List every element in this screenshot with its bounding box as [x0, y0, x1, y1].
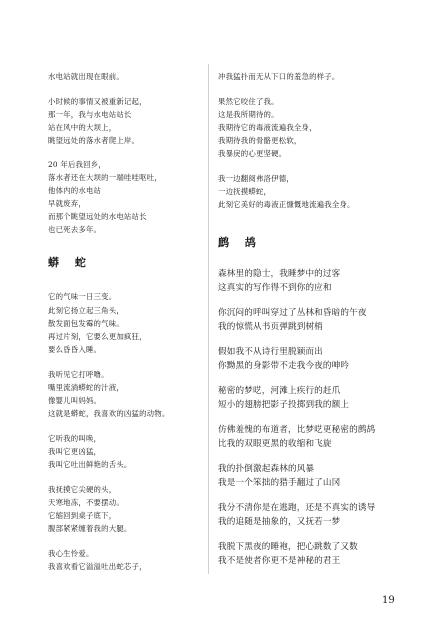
text-line: 一边抚摸蟒蛇， [218, 187, 272, 196]
text-line: 散发面包发霉的气味。 [48, 319, 124, 328]
text-line: 我是一个笨拙的猎手翻过了山冈 [218, 478, 341, 488]
text-line: 我听见它打呼噜。 [48, 370, 109, 379]
text-line: 站在风中的大坝上， [48, 123, 117, 132]
text-line: 你黝黑的身影带不走我今夜的呻吟 [218, 361, 350, 371]
column-divider [208, 64, 209, 574]
text-line: 腹部紧紧缠着我的大腿。 [48, 524, 132, 533]
text-line: 我的扑倒激起森林的风暴 [218, 464, 315, 474]
text-line: 短小的翅膀把影子投掷到我的额上 [218, 400, 350, 410]
text-line: 我一边翻阅弗洛伊德， [218, 174, 294, 183]
text-line: 它的气味一日三变。 [48, 292, 117, 301]
text-line: 它听我的叫唤， [48, 434, 102, 443]
text-line: 嘴里流淌蟒蛇的汁液， [48, 383, 124, 392]
text-line: 小时候的事情又被重新记起， [48, 97, 147, 106]
text-line: 我心生怜爱。 [48, 549, 94, 558]
text-line: 我叫它吐出鲜艳的舌头。 [48, 460, 132, 469]
text-line: 天寒地冻，不要摆动。 [48, 498, 124, 507]
text-line: 我的追随是抽象的，又抚若一梦 [218, 517, 341, 527]
poem-title: 蟒 蛇 [48, 256, 92, 269]
text-line: 要么昏昏入睡。 [48, 345, 102, 354]
text-line: 再过片刻，它要么更加疯狂， [48, 332, 147, 341]
text-line: 我叫它更凶猛， [48, 447, 102, 456]
text-line: 我的惊慌从书页弹跳到树梢 [218, 322, 323, 332]
text-line: 仿佛羞愧的布道者，比梦呓更秘密的鹧鸪 [218, 425, 376, 435]
text-line: 此刻它扬立起三角头， [48, 306, 124, 315]
text-line: 我脱下黑夜的睡袍，把心跳数了又数 [218, 542, 358, 552]
text-line: 我期待我的骨骼更松软， [218, 136, 302, 145]
text-line: 假如我不从诗行里脱颖而出 [218, 347, 323, 357]
text-line: 那一年，我与水电站站长 [48, 110, 132, 119]
text-line: 我喜欢看它溢溢吐出蛇芯子， [48, 562, 147, 571]
text-line: 这就是蟒蛇，我喜欢的凶猛的动物。 [48, 409, 170, 418]
text-line: 他体内的水电站 [48, 186, 102, 195]
text-line: 冲我猛扑而无从下口的羞急的样子。 [218, 72, 340, 81]
text-line: 秘密的梦呓，河滩上疾行的赶爪 [218, 386, 341, 396]
text-line: 我不是使者你更不是神秘的君王 [218, 556, 341, 566]
text-line: 森林里的隐士，我睡梦中的过客 [218, 269, 341, 279]
text-line: 果然它咬住了我。 [218, 97, 279, 106]
text-line: 像婴儿叫妈妈。 [48, 396, 102, 405]
text-line: 水电站就出现在眼前。 [48, 72, 124, 81]
text-line: 此刻它美好的毒液正慷慨地流遍我全身。 [218, 200, 355, 209]
text-line: 我暴戾的心更坚硬。 [218, 149, 287, 158]
text-line: 也已死去多年。 [48, 225, 102, 234]
text-line: 我抚摸它尖硬的头， [48, 485, 117, 494]
text-line: 比我的双眼更黑的收缩和飞旋 [218, 439, 332, 449]
text-line: 它缩回到桌子底下， [48, 511, 117, 520]
text-line: 我期待它的毒液流遍我全身， [218, 123, 317, 132]
text-line: 眺望远处的落水者爬上岸。 [48, 136, 140, 145]
poem-title: 鹧 鸪 [218, 236, 262, 249]
text-line: 你沉闷的呼叫穿过了丛林和昏暗的午夜 [218, 308, 367, 318]
text-line: 这真实的写作得不到你的应和 [218, 283, 332, 293]
text-line: 落水者还在大坝的一端哇哇呕吐， [48, 173, 162, 182]
text-line: 20 年后我回乡， [48, 160, 106, 169]
text-line: 而那个眺望远处的水电站站长 [48, 212, 147, 221]
text-line: 早就废弃， [48, 199, 86, 208]
text-line: 我分不清你是在逃跑，还是不真实的诱导 [218, 503, 376, 513]
page-number: 19 [382, 595, 395, 606]
text-line: 这是我所期待的。 [218, 110, 279, 119]
